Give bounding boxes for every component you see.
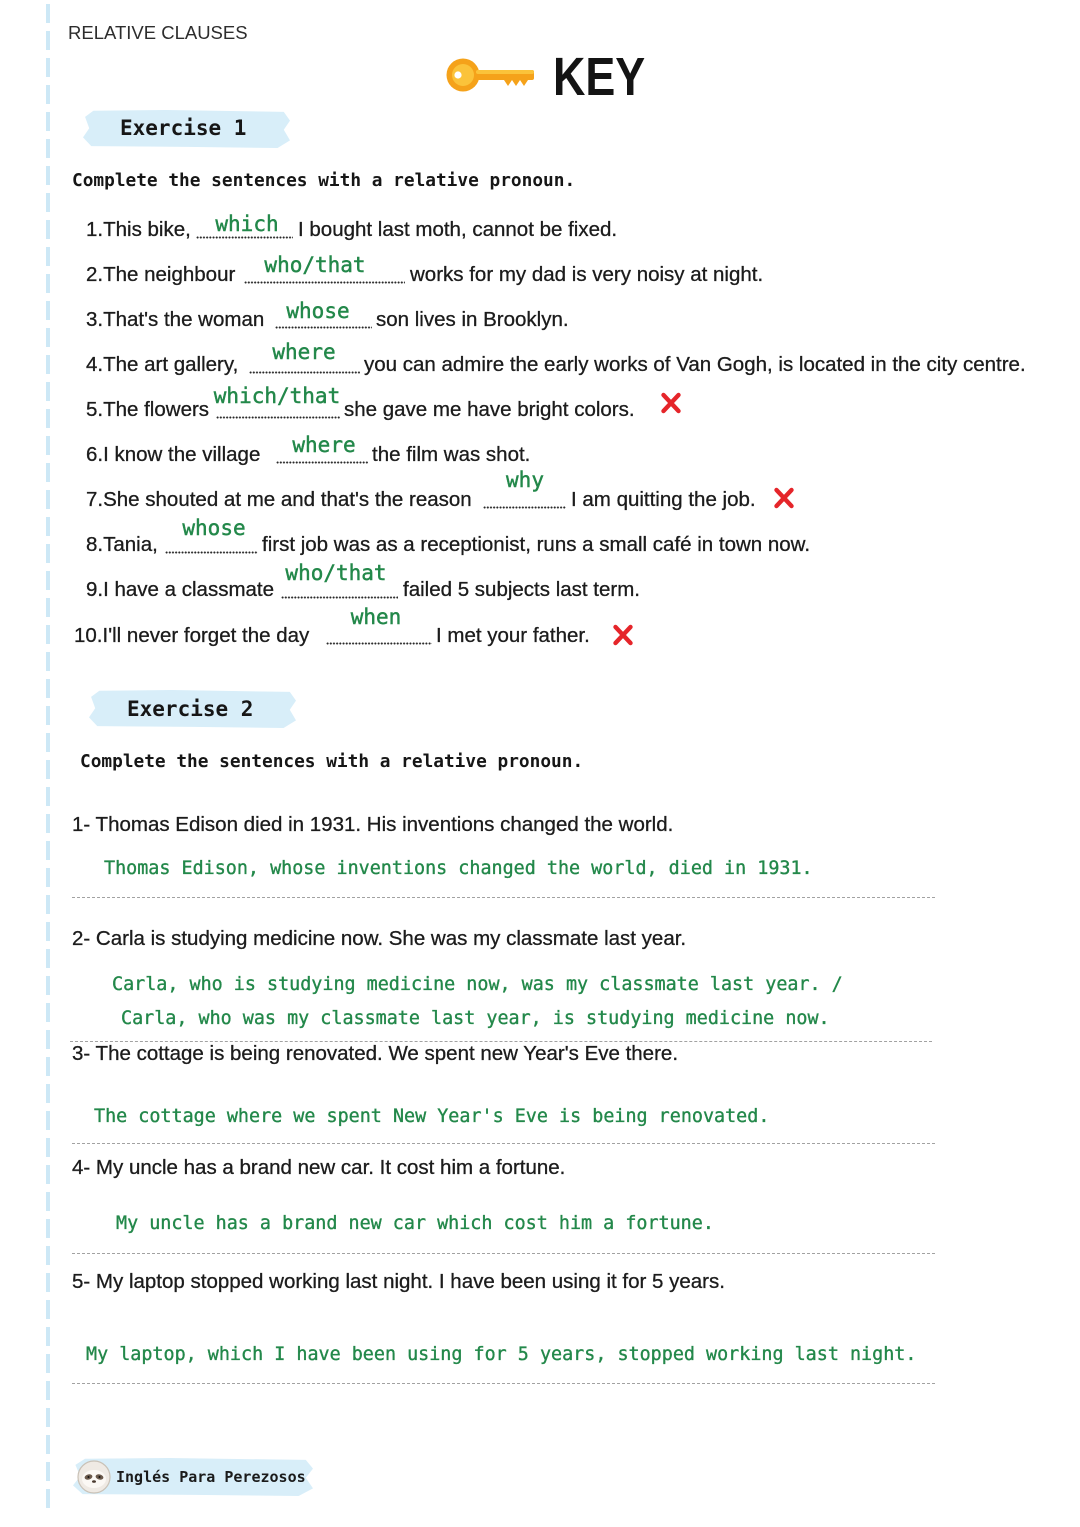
answer-text: where — [272, 340, 336, 364]
key-icon — [446, 57, 536, 93]
document-title: RELATIVE CLAUSES — [68, 22, 248, 43]
sentence-prefix: 1.This bike, — [86, 218, 191, 241]
cross-mark-icon — [773, 487, 795, 509]
answer-text: My uncle has a brand new car which cost him a fortune. — [116, 1213, 714, 1234]
answer-text: My laptop, which I have been using for 5 years, stopped working last night. — [86, 1344, 917, 1365]
answer-text: who/that — [264, 253, 366, 277]
exercise1-item — [0, 206, 1080, 251]
separator-line — [72, 1143, 935, 1144]
answer-blank — [276, 461, 368, 464]
answer-blank — [281, 596, 398, 599]
separator-line — [72, 1383, 935, 1384]
sentence-prefix: 7.She shouted at me and that's the reason — [86, 488, 472, 511]
sentence-prefix: 8.Tania, — [86, 533, 158, 556]
answer-text: where — [292, 433, 356, 457]
answer-text: when — [350, 605, 402, 629]
sentence-suffix: the film was shot. — [372, 443, 531, 466]
prompt-text: 3- The cottage is being renovated. We spent new Year's Eve there. — [72, 1042, 679, 1065]
answer-blank — [244, 281, 405, 284]
sentence-suffix: you can admire the early works of Van Gogh, is located in the city centre. — [364, 353, 1026, 376]
answer-text: Carla, who is studying medicine now, was my classmate last year. / — [112, 974, 843, 995]
cross-mark-icon — [612, 624, 634, 646]
answer-blank — [165, 551, 258, 554]
answer-blank — [483, 506, 566, 509]
exercise1-label: Exercise 1 — [120, 116, 247, 140]
answer-text: which — [215, 212, 279, 236]
prompt-text: 5- My laptop stopped working last night. I have been using it for 5 years. — [72, 1270, 725, 1293]
sloth-logo-icon — [77, 1460, 111, 1494]
exercise1-item — [0, 251, 1080, 296]
sentence-prefix: 2.The neighbour — [86, 263, 236, 286]
sentence-prefix: 10.I'll never forget the day — [74, 624, 310, 647]
sentence-prefix: 6.I know the village — [86, 443, 261, 466]
exercise1-item — [0, 341, 1080, 386]
answer-text: Carla, who was my classmate last year, is studying medicine now. — [121, 1008, 830, 1029]
separator-line — [72, 1253, 935, 1254]
answer-text: which/that — [213, 384, 341, 408]
answer-text: Thomas Edison, whose inventions changed the world, died in 1931. — [104, 858, 813, 879]
separator-line — [72, 897, 935, 898]
answer-text: whose — [286, 299, 350, 323]
answer-text: The cottage where we spent New Year's Eve is being renovated. — [94, 1106, 770, 1127]
exercise1-instruction: Complete the sentences with a relative pronoun. — [72, 170, 576, 191]
answer-blank — [275, 326, 372, 329]
exercise1-item — [0, 516, 1080, 566]
sentence-suffix: works for my dad is very noisy at night. — [410, 263, 764, 286]
sentence-suffix: she gave me have bright colors. — [344, 398, 635, 421]
brand-name: Inglés Para Perezosos — [116, 1468, 306, 1486]
prompt-text: 1- Thomas Edison died in 1931. His inventions changed the world. — [72, 813, 674, 836]
answer-text: why — [506, 468, 544, 492]
sentence-prefix: 5.The flowers — [86, 398, 210, 421]
exercise1-item — [0, 296, 1080, 341]
sentence-suffix: son lives in Brooklyn. — [376, 308, 569, 331]
exercise1-item — [0, 605, 1080, 657]
sentence-suffix: first job was as a receptionist, runs a small café in town now. — [262, 533, 811, 556]
answer-blank — [249, 371, 360, 374]
exercise1-item — [0, 561, 1080, 611]
sentence-suffix: I am quitting the job. — [571, 488, 756, 511]
answer-text: whose — [182, 516, 246, 540]
answer-blank — [216, 416, 340, 419]
sentence-suffix: I bought last moth, cannot be fixed. — [298, 218, 618, 241]
sentence-prefix: 3.That's the woman — [86, 308, 265, 331]
exercise2-instruction: Complete the sentences with a relative pronoun. — [80, 751, 584, 772]
answer-text: who/that — [285, 561, 387, 585]
prompt-text: 4- My uncle has a brand new car. It cost him a fortune. — [72, 1156, 566, 1179]
answer-blank — [326, 642, 432, 645]
sentence-suffix: failed 5 subjects last term. — [403, 578, 640, 601]
sentence-prefix: 9.I have a classmate — [86, 578, 275, 601]
cross-mark-icon — [660, 392, 682, 414]
exercise2-label: Exercise 2 — [127, 697, 254, 721]
prompt-text: 2- Carla is studying medicine now. She was my classmate last year. — [72, 927, 687, 950]
sentence-suffix: I met your father. — [436, 624, 590, 647]
key-heading: KEY — [553, 47, 646, 107]
sentence-prefix: 4.The art gallery, — [86, 353, 239, 376]
exercise1-item — [0, 386, 1080, 431]
